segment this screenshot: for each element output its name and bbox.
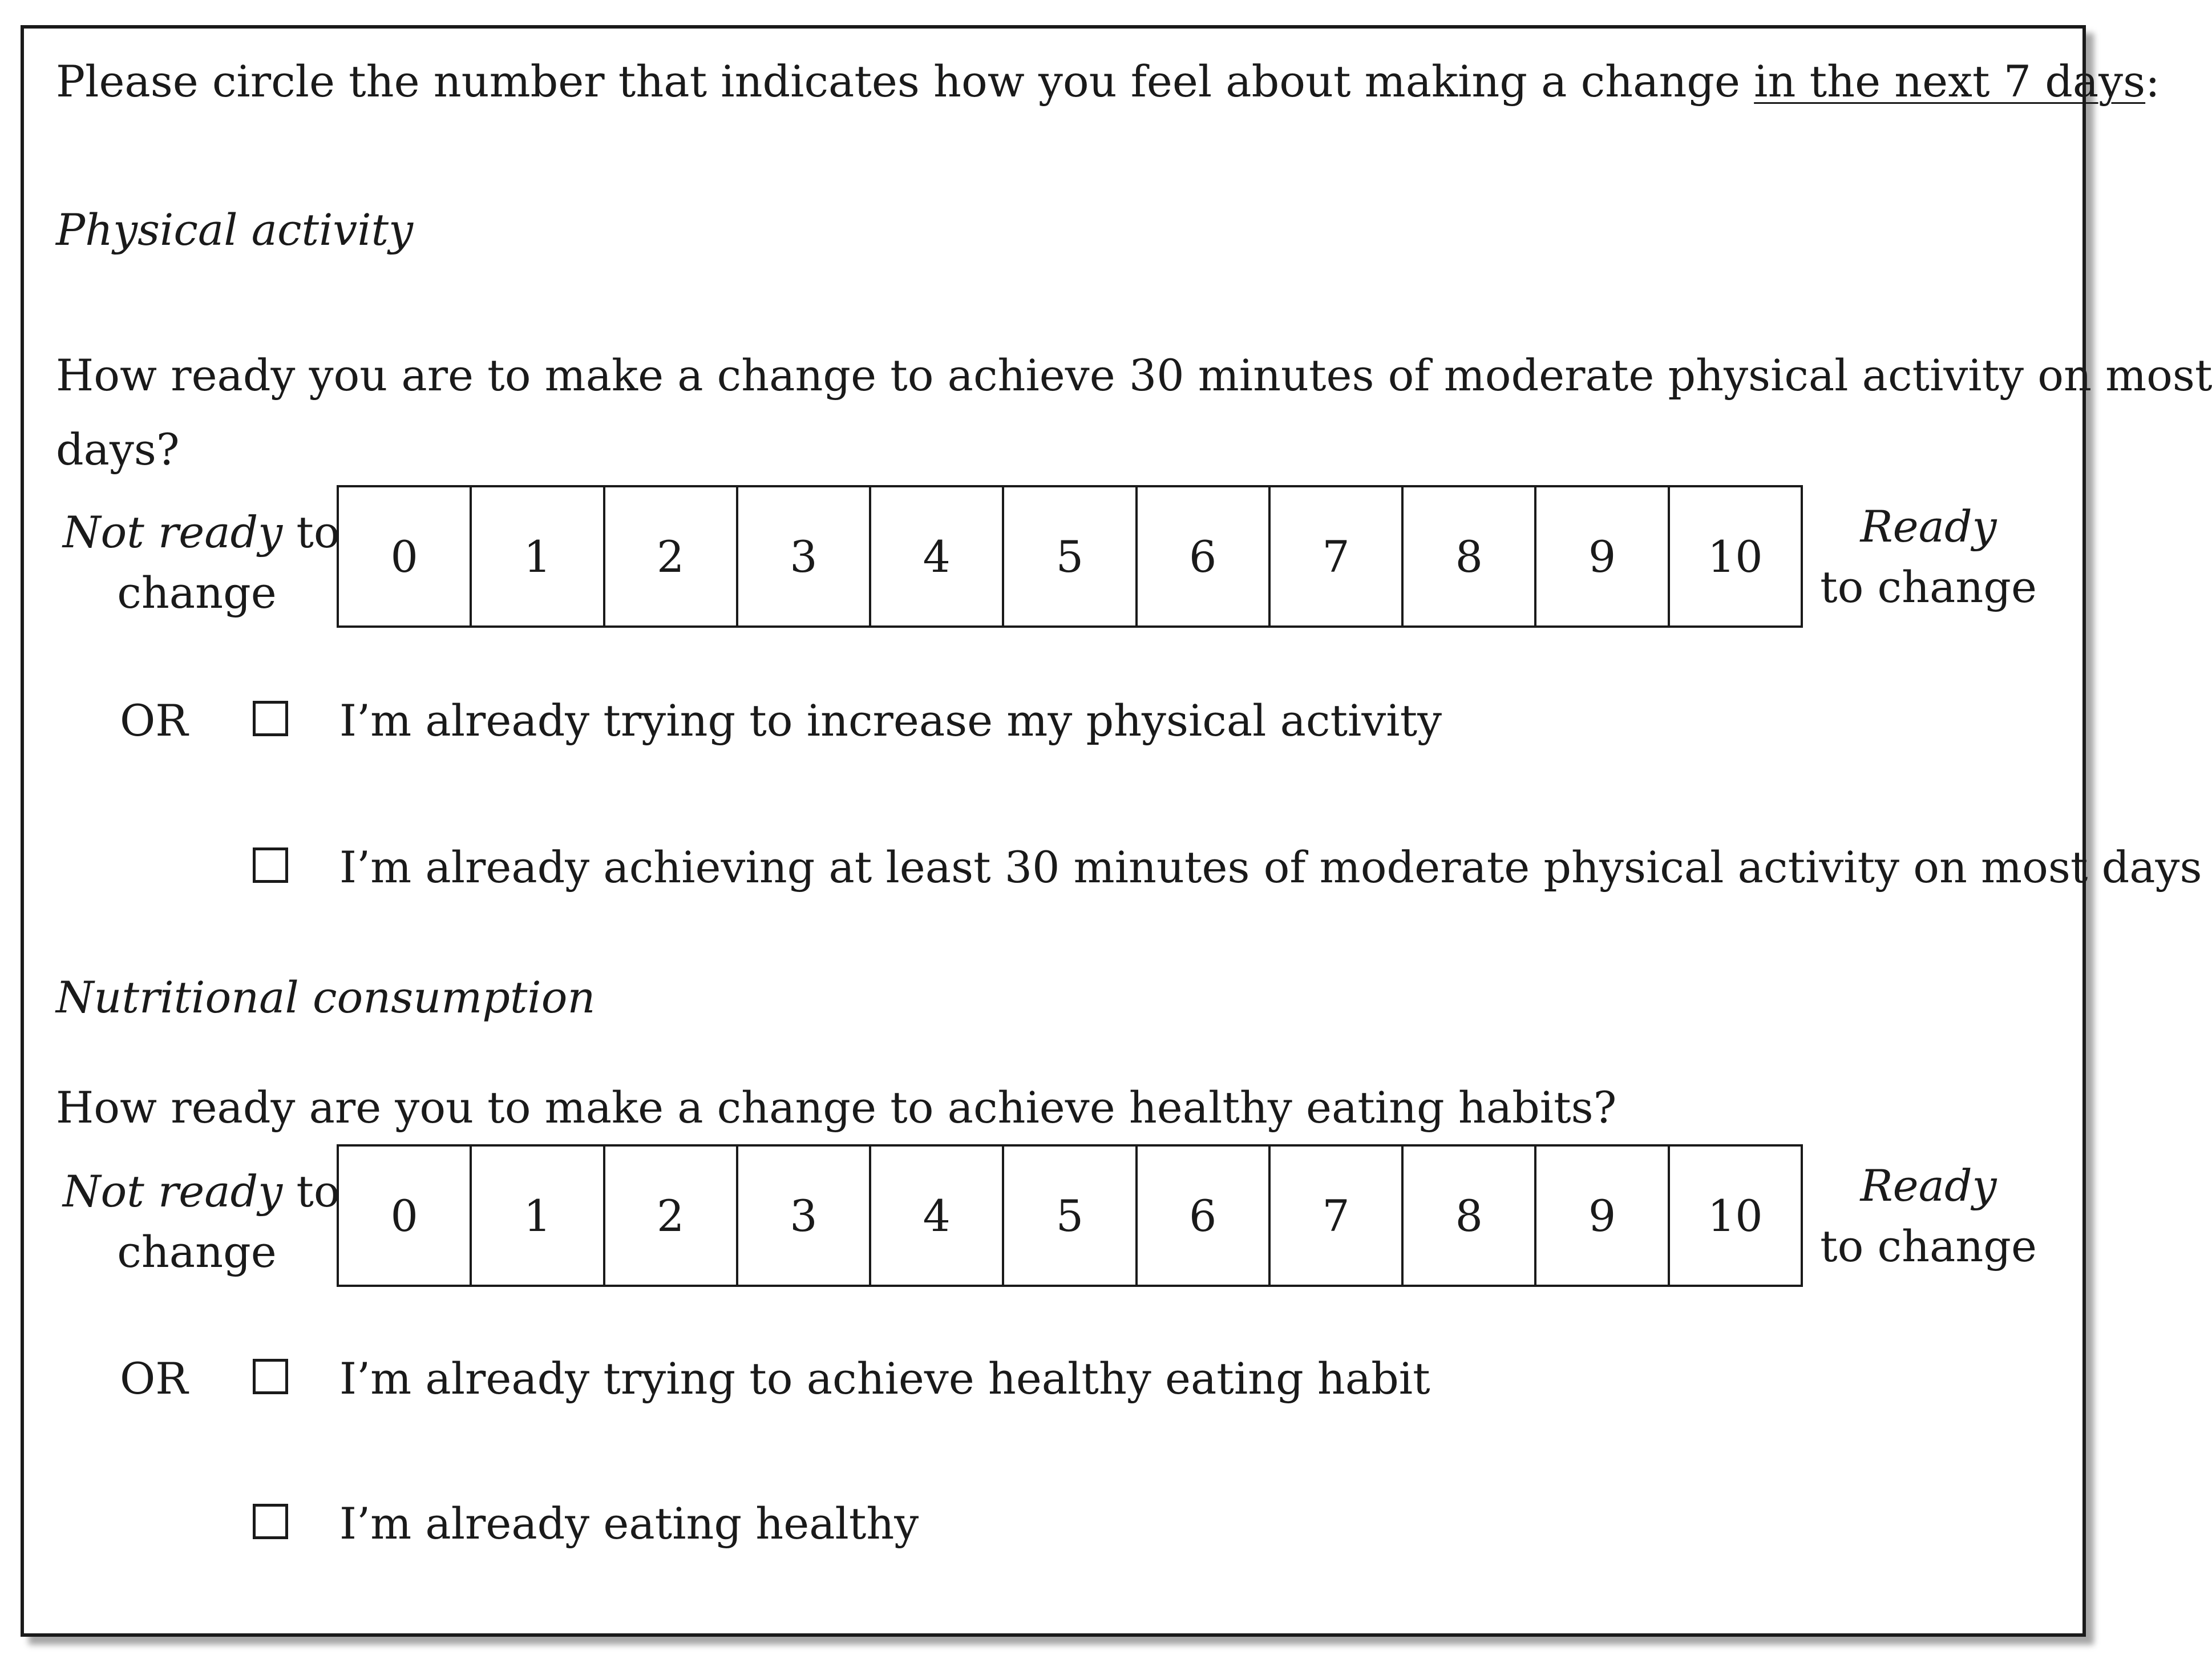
checkbox-nutrition-eating[interactable]	[253, 1504, 288, 1539]
scale-option-5[interactable]: 5	[1004, 487, 1137, 625]
scale-option-7[interactable]: 7	[1271, 1147, 1404, 1285]
question-nutrition-line1: How ready are you to make a change to achieve healthy eating habits?	[56, 1082, 1617, 1133]
scale-option-2[interactable]: 2	[605, 1147, 738, 1285]
not-ready-change-label: change	[117, 1226, 277, 1278]
option-nutrition-trying: I’m already trying to achieve healthy eating habit	[339, 1353, 1430, 1404]
scale-option-7[interactable]: 7	[1271, 487, 1404, 625]
ready-to-change-label: to change	[1820, 562, 2037, 613]
scale-option-8[interactable]: 8	[1404, 1147, 1536, 1285]
scale-option-2[interactable]: 2	[605, 487, 738, 625]
scale-option-1[interactable]: 1	[472, 1147, 605, 1285]
scale-option-1[interactable]: 1	[472, 487, 605, 625]
not-ready-change-label: change	[117, 567, 277, 619]
scale-option-4[interactable]: 4	[871, 1147, 1004, 1285]
ready-label: Ready	[1860, 501, 1997, 552]
or-label-physical: OR	[120, 695, 188, 746]
option-nutrition-eating: I’m already eating healthy	[339, 1498, 919, 1549]
instruction-text	[56, 54, 2160, 108]
question-physical-line1: How ready you are to make a change to achieve 30 minutes of moderate physical activity on most	[56, 350, 2212, 401]
instruction-suffix: :	[2145, 56, 2160, 107]
instruction-underlined: in the next 7 days	[1754, 56, 2146, 107]
not-ready-to-label: to	[282, 1166, 340, 1217]
section-heading-nutritional-consumption: Nutritional consumption	[56, 972, 596, 1023]
not-ready-label: Not ready	[63, 507, 283, 558]
scale-option-0[interactable]: 0	[339, 487, 472, 625]
ready-label: Ready	[1860, 1160, 1997, 1211]
scale-option-9[interactable]: 9	[1536, 1147, 1669, 1285]
not-ready-label: Not ready	[63, 1166, 283, 1217]
scale-option-3[interactable]: 3	[738, 487, 871, 625]
scale-left-label-physical	[63, 502, 340, 624]
option-physical-achieving: I’m already achieving at least 30 minutes of moderate physical activity on most days	[339, 842, 2202, 893]
or-label-nutrition: OR	[120, 1353, 188, 1404]
scale-option-10[interactable]: 10	[1707, 531, 1763, 582]
scale-option-6[interactable]: 6	[1138, 1147, 1271, 1285]
checkbox-physical-achieving[interactable]	[253, 847, 288, 883]
section-heading-physical-activity: Physical activity	[56, 204, 414, 255]
scale-option-3[interactable]: 3	[738, 1147, 871, 1285]
scale-option-10[interactable]: 10	[1707, 1190, 1763, 1241]
scale-option-8[interactable]: 8	[1404, 487, 1536, 625]
question-physical-line2: days?	[56, 424, 180, 475]
ready-to-change-label: to change	[1820, 1221, 2037, 1272]
not-ready-to-label: to	[282, 507, 340, 558]
option-physical-trying: I’m already trying to increase my physical activity	[339, 695, 1442, 746]
checkbox-nutrition-trying[interactable]	[253, 1359, 288, 1394]
readiness-scale-physical	[337, 485, 1803, 628]
instruction-prefix: Please circle the number that indicates how you feel about making a change	[56, 56, 1754, 107]
readiness-scale-nutrition	[337, 1144, 1803, 1287]
scale-option-0[interactable]: 0	[339, 1147, 472, 1285]
scale-right-label-physical	[1814, 497, 2043, 618]
scale-option-9[interactable]: 9	[1536, 487, 1669, 625]
scale-right-label-nutrition	[1814, 1156, 2043, 1277]
scale-option-6[interactable]: 6	[1138, 487, 1271, 625]
scale-option-5[interactable]: 5	[1004, 1147, 1137, 1285]
scale-option-4[interactable]: 4	[871, 487, 1004, 625]
checkbox-physical-trying[interactable]	[253, 701, 288, 736]
scale-left-label-nutrition	[63, 1161, 340, 1283]
